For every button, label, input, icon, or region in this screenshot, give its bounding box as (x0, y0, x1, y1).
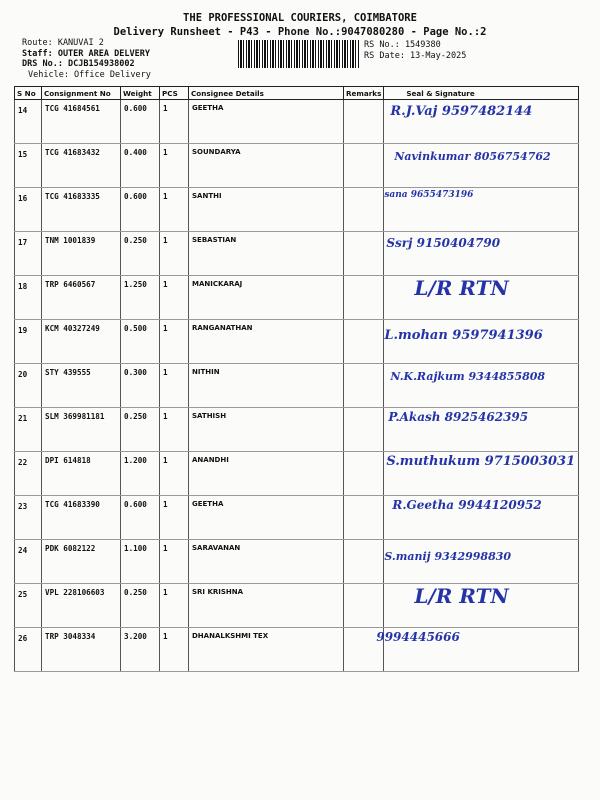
runsheet-table (14, 86, 579, 672)
table-row (15, 188, 579, 232)
table-row (15, 628, 579, 672)
sno-cell: 18 (15, 276, 42, 320)
pcs-cell: 1 (160, 100, 189, 144)
col-consignment: Consignment No (42, 87, 121, 100)
sno-cell: 23 (15, 496, 42, 540)
weight-cell: 0.600 (121, 188, 160, 232)
handwritten-signature: L/R RTN (414, 584, 509, 608)
staff-text: Staff: OUTER AREA DELVERY (22, 48, 150, 59)
pcs-cell: 1 (160, 364, 189, 408)
table-header-row (15, 87, 579, 100)
remarks-cell (344, 320, 384, 364)
consignment-cell: TRP 6460567 (42, 276, 121, 320)
table-row (15, 276, 579, 320)
pcs-cell: 1 (160, 584, 189, 628)
consignee-cell: GEETHA (189, 100, 344, 144)
consignment-cell: VPL 228106603 (42, 584, 121, 628)
consignment-cell: KCM 40327249 (42, 320, 121, 364)
remarks-cell (344, 100, 384, 144)
weight-cell: 0.250 (121, 408, 160, 452)
runsheet-title: Delivery Runsheet - P43 - Phone No.:9047080280 - Page No.:2 (113, 26, 487, 38)
handwritten-signature: R.Geetha 9944120952 (392, 498, 542, 512)
handwritten-signature: R.J.Vaj 9597482144 (390, 104, 533, 119)
seal-signature-cell (384, 276, 579, 320)
remarks-cell (344, 364, 384, 408)
col-pcs: PCS (160, 87, 189, 100)
vehicle-text: Vehicle: Office Delivery (28, 69, 151, 80)
seal-signature-cell (384, 144, 579, 188)
handwritten-signature: S.muthukum 9715003031 (386, 454, 576, 469)
handwritten-signature: Ssrj 9150404790 (386, 236, 501, 250)
seal-signature-cell (384, 320, 579, 364)
sno-cell: 25 (15, 584, 42, 628)
remarks-cell (344, 144, 384, 188)
pcs-cell: 1 (160, 232, 189, 276)
consignee-cell: ANANDHI (189, 452, 344, 496)
handwritten-signature: L/R RTN (414, 276, 509, 300)
remarks-cell (344, 540, 384, 584)
col-sno: S No (15, 87, 42, 100)
pcs-cell: 1 (160, 628, 189, 672)
seal-signature-cell (384, 100, 579, 144)
col-consignee: Consignee Details (189, 87, 344, 100)
drs-text: DRS No.: DCJB154938002 (22, 59, 135, 69)
company-title: THE PROFESSIONAL COURIERS, COIMBATORE (183, 12, 417, 24)
sno-cell: 22 (15, 452, 42, 496)
consignee-cell: SANTHI (189, 188, 344, 232)
sno-cell: 20 (15, 364, 42, 408)
consignment-cell: TCG 41683432 (42, 144, 121, 188)
sno-cell: 26 (15, 628, 42, 672)
consignment-cell: TCG 41683335 (42, 188, 121, 232)
table-row (15, 540, 579, 584)
sno-cell: 24 (15, 540, 42, 584)
barcode-image (238, 40, 360, 68)
handwritten-signature: 9994445666 (376, 630, 460, 644)
table-row (15, 584, 579, 628)
seal-signature-cell (384, 496, 579, 540)
handwritten-signature: N.K.Rajkum 9344855808 (390, 370, 546, 383)
sno-cell: 19 (15, 320, 42, 364)
remarks-cell (344, 496, 384, 540)
right-meta (364, 40, 466, 61)
weight-cell: 1.100 (121, 540, 160, 584)
remarks-cell (344, 232, 384, 276)
pcs-cell: 1 (160, 452, 189, 496)
rs-date-text: RS Date: 13-May-2025 (364, 50, 467, 61)
seal-signature-cell (384, 188, 579, 232)
weight-cell: 0.600 (121, 496, 160, 540)
seal-signature-cell (376, 628, 579, 672)
col-weight: Weight (121, 87, 160, 100)
sno-cell: 15 (15, 144, 42, 188)
weight-cell: 0.600 (121, 100, 160, 144)
table-row (15, 408, 579, 452)
table-row (15, 320, 579, 364)
handwritten-signature: S.manij 9342998830 (384, 550, 512, 563)
seal-signature-cell (384, 232, 579, 276)
consignee-cell: SOUNDARYA (189, 144, 344, 188)
weight-cell: 1.200 (121, 452, 160, 496)
weight-cell: 0.250 (121, 232, 160, 276)
weight-cell: 0.500 (121, 320, 160, 364)
table-row (15, 144, 579, 188)
consignee-cell: SARAVANAN (189, 540, 344, 584)
seal-signature-cell (384, 584, 579, 628)
consignment-cell: STY 439555 (42, 364, 121, 408)
remarks-cell (344, 188, 384, 232)
col-seal: Seal & Signature (384, 87, 579, 100)
left-meta (22, 38, 151, 80)
weight-cell: 0.300 (121, 364, 160, 408)
consignment-cell: TRP 3048334 (42, 628, 121, 672)
table-row (15, 364, 579, 408)
pcs-cell: 1 (160, 496, 189, 540)
sno-cell: 21 (15, 408, 42, 452)
consignee-cell: SATHISH (189, 408, 344, 452)
seal-signature-cell (384, 452, 579, 496)
sno-cell: 14 (15, 100, 42, 144)
consignee-cell: MANICKARAJ (189, 276, 344, 320)
pcs-cell: 1 (160, 188, 189, 232)
sno-cell: 17 (15, 232, 42, 276)
handwritten-signature: Navinkumar 8056754762 (394, 150, 551, 163)
route-text: Route: KANUVAI 2 (22, 38, 104, 48)
consignment-cell: DPI 614818 (42, 452, 121, 496)
consignee-cell: NITHIN (189, 364, 344, 408)
seal-signature-cell (384, 408, 579, 452)
weight-cell: 0.400 (121, 144, 160, 188)
handwritten-signature: P.Akash 8925462395 (388, 410, 529, 424)
handwritten-signature: L.mohan 9597941396 (384, 328, 543, 343)
consignee-cell: RANGANATHAN (189, 320, 344, 364)
remarks-cell (344, 452, 384, 496)
sno-cell: 16 (15, 188, 42, 232)
seal-signature-cell (384, 364, 579, 408)
seal-signature-cell (384, 540, 579, 584)
remarks-cell (344, 276, 384, 320)
table-row (15, 452, 579, 496)
consignment-cell: TCG 41683390 (42, 496, 121, 540)
weight-cell: 0.250 (121, 584, 160, 628)
rs-no-text: RS No.: 1549380 (364, 40, 441, 50)
table-row (15, 232, 579, 276)
consignee-cell: GEETHA (189, 496, 344, 540)
consignment-cell: TCG 41684561 (42, 100, 121, 144)
table-row (15, 496, 579, 540)
weight-cell: 1.250 (121, 276, 160, 320)
pcs-cell: 1 (160, 540, 189, 584)
consignee-cell: SRI KRISHNA (189, 584, 344, 628)
remarks-cell (344, 408, 384, 452)
handwritten-signature: sana 9655473196 (384, 190, 474, 200)
consignee-cell: SEBASTIAN (189, 232, 344, 276)
consignment-cell: SLM 369981181 (42, 408, 121, 452)
pcs-cell: 1 (160, 276, 189, 320)
pcs-cell: 1 (160, 320, 189, 364)
pcs-cell: 1 (160, 408, 189, 452)
consignee-cell: DHANALKSHMI TEX (189, 628, 344, 672)
consignment-cell: PDK 6082122 (42, 540, 121, 584)
weight-cell: 3.200 (121, 628, 160, 672)
remarks-cell (344, 584, 384, 628)
table-row (15, 100, 579, 144)
pcs-cell: 1 (160, 144, 189, 188)
consignment-cell: TNM 1001839 (42, 232, 121, 276)
col-remarks: Remarks (344, 87, 384, 100)
